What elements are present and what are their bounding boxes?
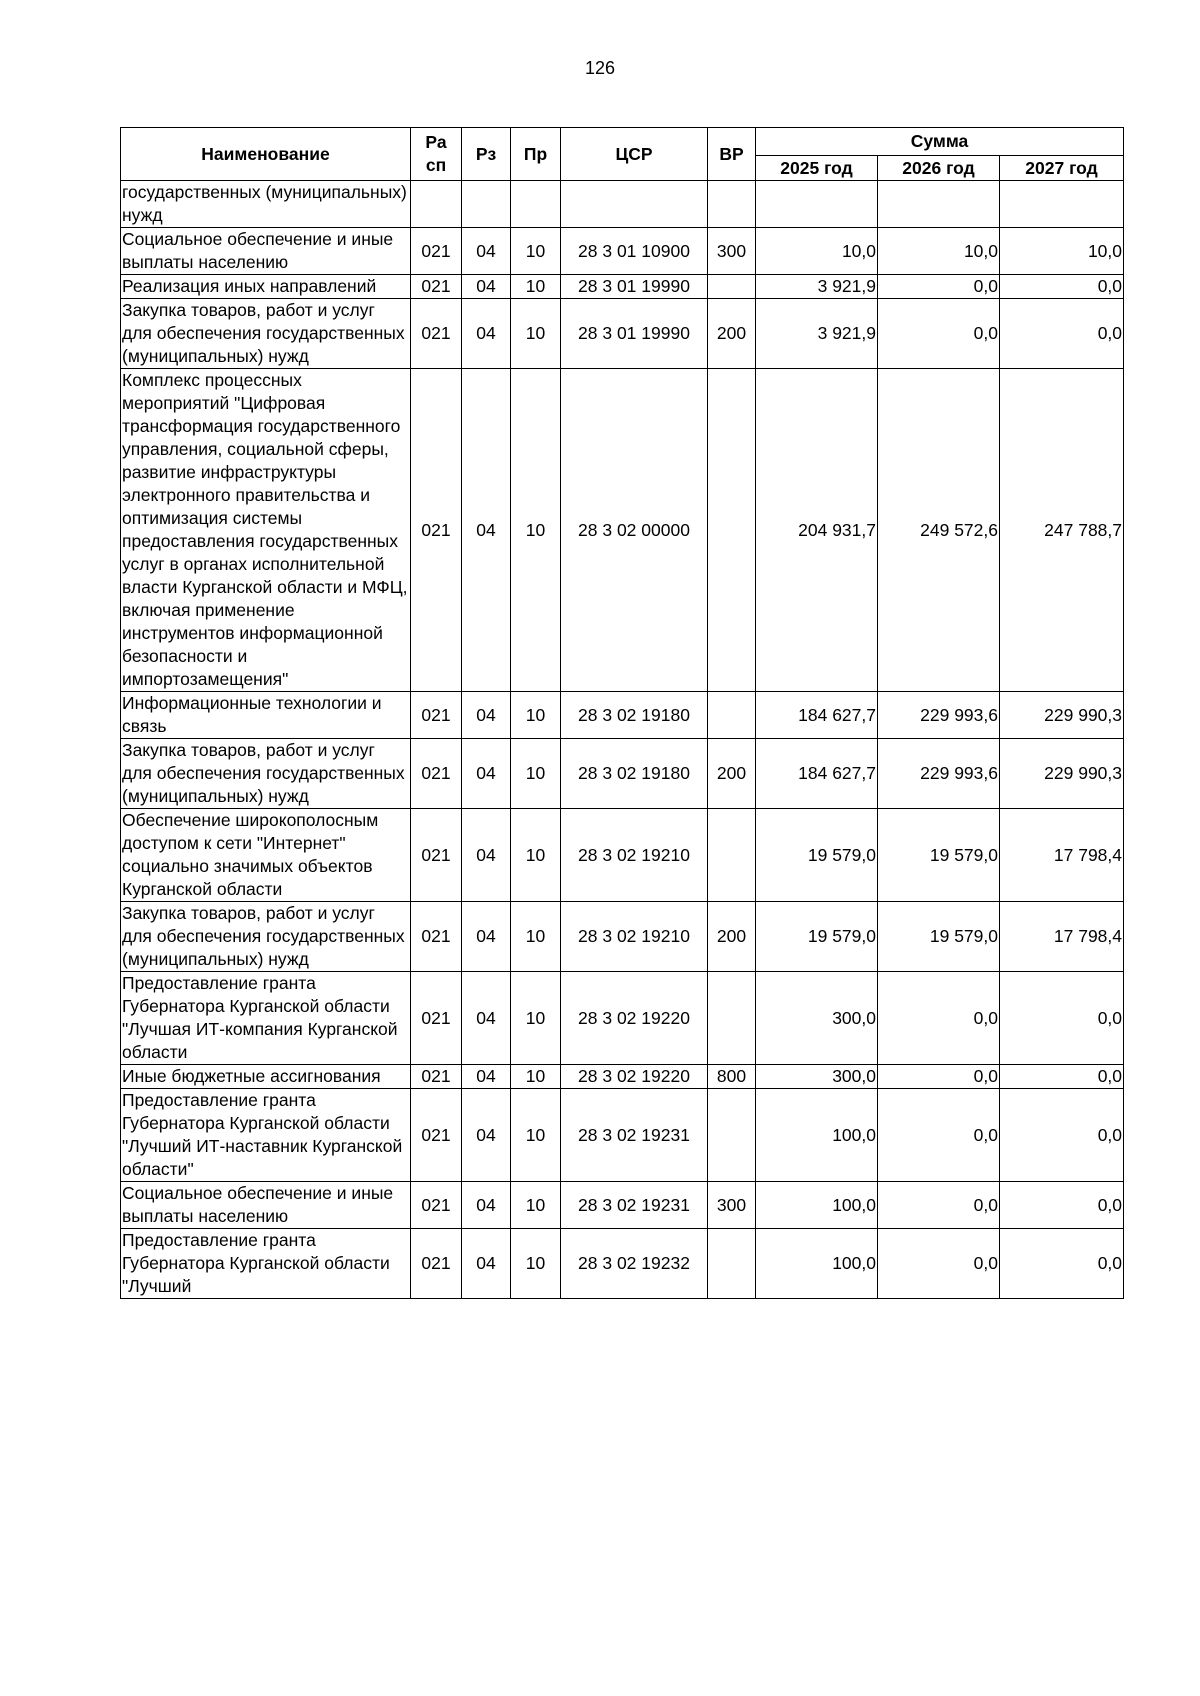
cell-rasp: 021 [411,299,462,369]
cell-pr: 10 [511,299,561,369]
cell-amount-2025: 184 627,7 [756,739,878,809]
cell-amount-2025: 300,0 [756,972,878,1065]
table-row [121,275,1124,299]
cell-pr: 10 [511,1089,561,1182]
header-sum: Сумма [756,128,1124,156]
cell-rasp: 021 [411,692,462,739]
cell-rasp: 021 [411,369,462,692]
cell-amount-2026 [878,181,1000,228]
cell-name: Комплекс процессных мероприятий "Цифровая трансформация государственного управления, социальной сферы, развитие инфраструктуры электронного правительства и оптимизация системы предоставления государственных услуг в органах исполнительной власти Курганской области и МФЦ, включая применение инструментов информационной безопасности и импортозамещения" [121,369,411,692]
cell-amount-2027: 0,0 [1000,1065,1124,1089]
cell-rz: 04 [462,1089,511,1182]
cell-rz: 04 [462,299,511,369]
cell-pr: 10 [511,228,561,275]
cell-csr: 28 3 02 00000 [561,369,708,692]
cell-rasp: 021 [411,228,462,275]
cell-rz [462,181,511,228]
cell-amount-2025: 3 921,9 [756,299,878,369]
cell-rz: 04 [462,902,511,972]
header-pr: Пр [511,128,561,181]
header-csr: ЦСР [561,128,708,181]
cell-rasp: 021 [411,902,462,972]
cell-pr: 10 [511,692,561,739]
cell-vr [708,1089,756,1182]
table-row [121,809,1124,902]
cell-amount-2025: 100,0 [756,1229,878,1299]
cell-amount-2025: 19 579,0 [756,902,878,972]
cell-pr [511,181,561,228]
cell-rasp: 021 [411,1182,462,1229]
table-row [121,972,1124,1065]
table-row [121,1065,1124,1089]
cell-rz: 04 [462,692,511,739]
cell-amount-2027: 247 788,7 [1000,369,1124,692]
cell-vr [708,809,756,902]
page-number: 126 [584,58,616,78]
cell-rz: 04 [462,972,511,1065]
cell-name: Информационные технологии и связь [121,692,411,739]
cell-pr: 10 [511,275,561,299]
cell-csr: 28 3 02 19220 [561,972,708,1065]
table-row [121,1229,1124,1299]
cell-amount-2027 [1000,181,1124,228]
cell-csr: 28 3 02 19231 [561,1182,708,1229]
cell-amount-2026: 0,0 [878,1229,1000,1299]
cell-pr: 10 [511,902,561,972]
cell-vr: 300 [708,1182,756,1229]
cell-amount-2026: 19 579,0 [878,809,1000,902]
cell-vr: 800 [708,1065,756,1089]
cell-csr: 28 3 02 19232 [561,1229,708,1299]
cell-vr [708,972,756,1065]
table-body [121,181,1124,1299]
cell-pr: 10 [511,1182,561,1229]
cell-vr [708,1229,756,1299]
cell-name: Закупка товаров, работ и услуг для обеспечения государственных (муниципальных) нужд [121,902,411,972]
cell-name: Реализация иных направлений [121,275,411,299]
cell-csr: 28 3 01 19990 [561,299,708,369]
table-row [121,1089,1124,1182]
cell-name: государственных (муниципальных) нужд [121,181,411,228]
cell-vr: 200 [708,902,756,972]
cell-rasp: 021 [411,275,462,299]
cell-csr: 28 3 02 19180 [561,739,708,809]
cell-name: Предоставление гранта Губернатора Курганской области "Лучшая ИТ-компания Курганской области [121,972,411,1065]
cell-rz: 04 [462,369,511,692]
cell-vr [708,692,756,739]
cell-amount-2026: 0,0 [878,1089,1000,1182]
cell-amount-2025: 100,0 [756,1182,878,1229]
header-rasp: Ра сп [411,128,462,181]
header-vr: ВР [708,128,756,181]
cell-pr: 10 [511,369,561,692]
table-header [121,128,1124,181]
cell-amount-2026: 19 579,0 [878,902,1000,972]
cell-name: Иные бюджетные ассигнования [121,1065,411,1089]
cell-amount-2027: 0,0 [1000,1089,1124,1182]
cell-rasp: 021 [411,972,462,1065]
cell-rz: 04 [462,275,511,299]
cell-csr: 28 3 01 19990 [561,275,708,299]
cell-amount-2025 [756,181,878,228]
cell-vr: 300 [708,228,756,275]
cell-pr: 10 [511,972,561,1065]
cell-amount-2027: 0,0 [1000,972,1124,1065]
cell-amount-2026: 0,0 [878,275,1000,299]
table-row [121,228,1124,275]
cell-csr: 28 3 02 19231 [561,1089,708,1182]
cell-amount-2025: 19 579,0 [756,809,878,902]
cell-amount-2026: 10,0 [878,228,1000,275]
cell-name: Предоставление гранта Губернатора Курганской области "Лучший [121,1229,411,1299]
cell-rz: 04 [462,1065,511,1089]
cell-vr: 200 [708,299,756,369]
cell-amount-2027: 0,0 [1000,299,1124,369]
cell-amount-2027: 0,0 [1000,1229,1124,1299]
cell-rasp: 021 [411,1065,462,1089]
cell-amount-2026: 0,0 [878,972,1000,1065]
cell-amount-2025: 10,0 [756,228,878,275]
table-row [121,181,1124,228]
cell-rasp: 021 [411,809,462,902]
cell-pr: 10 [511,1065,561,1089]
cell-name: Социальное обеспечение и иные выплаты населению [121,1182,411,1229]
cell-amount-2025: 300,0 [756,1065,878,1089]
cell-amount-2027: 17 798,4 [1000,809,1124,902]
cell-csr [561,181,708,228]
cell-amount-2027: 0,0 [1000,1182,1124,1229]
cell-pr: 10 [511,739,561,809]
cell-pr: 10 [511,1229,561,1299]
table-row [121,1182,1124,1229]
cell-csr: 28 3 02 19210 [561,902,708,972]
cell-rasp [411,181,462,228]
header-year-2025: 2025 год [756,156,878,181]
table-row [121,369,1124,692]
cell-amount-2027: 10,0 [1000,228,1124,275]
cell-amount-2025: 204 931,7 [756,369,878,692]
cell-amount-2026: 229 993,6 [878,692,1000,739]
header-year-2027: 2027 год [1000,156,1124,181]
cell-amount-2027: 17 798,4 [1000,902,1124,972]
cell-amount-2025: 3 921,9 [756,275,878,299]
budget-table [120,127,1124,1299]
cell-csr: 28 3 02 19220 [561,1065,708,1089]
cell-name: Закупка товаров, работ и услуг для обеспечения государственных (муниципальных) нужд [121,739,411,809]
cell-amount-2025: 184 627,7 [756,692,878,739]
cell-csr: 28 3 01 10900 [561,228,708,275]
cell-rz: 04 [462,1229,511,1299]
cell-amount-2027: 229 990,3 [1000,739,1124,809]
cell-name: Социальное обеспечение и иные выплаты населению [121,228,411,275]
cell-vr: 200 [708,739,756,809]
cell-name: Закупка товаров, работ и услуг для обеспечения государственных (муниципальных) нужд [121,299,411,369]
cell-rz: 04 [462,739,511,809]
cell-amount-2025: 100,0 [756,1089,878,1182]
header-rz: Рз [462,128,511,181]
cell-csr: 28 3 02 19210 [561,809,708,902]
cell-csr: 28 3 02 19180 [561,692,708,739]
cell-rasp: 021 [411,1089,462,1182]
header-name: Наименование [121,128,411,181]
cell-amount-2026: 229 993,6 [878,739,1000,809]
cell-pr: 10 [511,809,561,902]
cell-amount-2026: 0,0 [878,1065,1000,1089]
cell-name: Предоставление гранта Губернатора Курганской области "Лучший ИТ-наставник Курганской области" [121,1089,411,1182]
table-row [121,692,1124,739]
header-year-2026: 2026 год [878,156,1000,181]
table-row [121,299,1124,369]
table-row [121,902,1124,972]
cell-amount-2026: 0,0 [878,1182,1000,1229]
cell-amount-2027: 0,0 [1000,275,1124,299]
table-row [121,739,1124,809]
cell-rasp: 021 [411,739,462,809]
cell-vr [708,275,756,299]
cell-vr [708,369,756,692]
cell-rasp: 021 [411,1229,462,1299]
cell-vr [708,181,756,228]
cell-rz: 04 [462,809,511,902]
cell-amount-2026: 0,0 [878,299,1000,369]
cell-amount-2027: 229 990,3 [1000,692,1124,739]
cell-rz: 04 [462,228,511,275]
cell-rz: 04 [462,1182,511,1229]
cell-name: Обеспечение широкополосным доступом к сети "Интернет" социально значимых объектов Курганской области [121,809,411,902]
cell-amount-2026: 249 572,6 [878,369,1000,692]
